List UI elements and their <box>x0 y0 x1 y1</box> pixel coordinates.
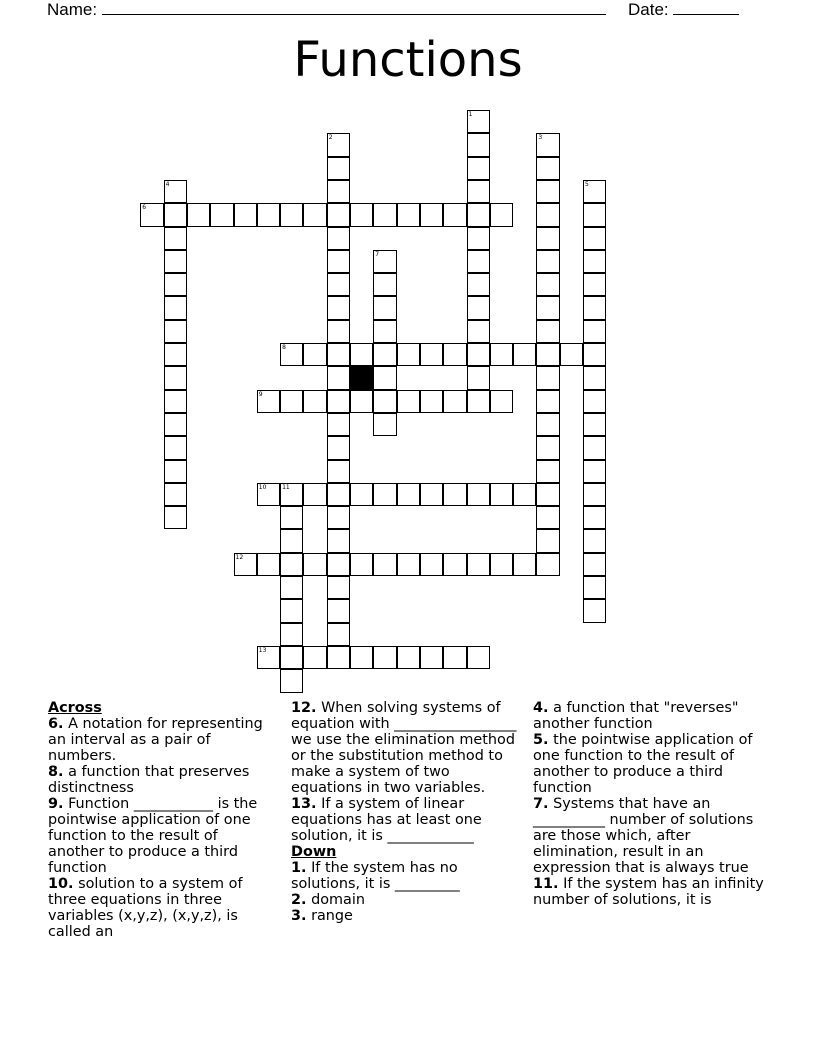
crossword-cell[interactable] <box>257 390 280 413</box>
name-label: Name: <box>47 0 98 19</box>
crossword-cell[interactable] <box>536 227 559 250</box>
clue-across-10: 10. solution to a system of three equations in three variables (x,y,z), (x,y,z), is called an <box>48 876 243 940</box>
crossword-cell[interactable] <box>467 320 490 343</box>
crossword-cell[interactable] <box>280 599 303 622</box>
crossword-cell[interactable] <box>397 483 420 506</box>
clue-down-5: 5. the pointwise application of one function to the result of another to produce a third function <box>533 732 753 796</box>
crossword-cell[interactable] <box>280 203 303 226</box>
date-label: Date: <box>628 0 669 19</box>
crossword-cell[interactable] <box>467 296 490 319</box>
crossword-cell[interactable] <box>327 576 350 599</box>
crossword-cell[interactable] <box>350 343 373 366</box>
crossword-cell[interactable] <box>536 553 559 576</box>
crossword-cell[interactable] <box>303 483 326 506</box>
crossword-cell[interactable] <box>536 296 559 319</box>
clue-across-9: 9. Function ___________ is the pointwise application of one function to the result of another to produce a third function <box>48 796 258 876</box>
crossword-cell[interactable] <box>536 180 559 203</box>
crossword-cell[interactable] <box>467 133 490 156</box>
crossword-cell[interactable] <box>164 320 187 343</box>
crossword-cell[interactable] <box>327 436 350 459</box>
shaded-cell <box>350 366 373 389</box>
clue-number: 3 <box>538 134 543 142</box>
clue-number: 7 <box>375 250 380 258</box>
crossword-cell[interactable] <box>373 296 396 319</box>
clue-down-2: 2. domain <box>291 892 365 908</box>
crossword-cell[interactable] <box>583 366 606 389</box>
crossword-cell[interactable] <box>583 506 606 529</box>
crossword-cell[interactable] <box>443 646 466 669</box>
crossword-cell[interactable] <box>583 576 606 599</box>
crossword-cell[interactable] <box>327 227 350 250</box>
clue-down-7: 7. Systems that have an __________ number of solutions are those which, after elimination, result in an expression that is always true <box>533 796 754 876</box>
crossword-cell[interactable] <box>490 343 513 366</box>
crossword-cell[interactable] <box>350 483 373 506</box>
crossword-cell[interactable] <box>583 413 606 436</box>
crossword-cell[interactable] <box>280 390 303 413</box>
crossword-cell[interactable] <box>280 646 303 669</box>
crossword-cell[interactable] <box>420 646 443 669</box>
clue-number: 11 <box>282 483 290 491</box>
crossword-cell[interactable] <box>397 343 420 366</box>
crossword-cell[interactable] <box>187 203 210 226</box>
crossword-cell[interactable] <box>164 180 187 203</box>
crossword-cell[interactable] <box>373 390 396 413</box>
crossword-cell[interactable] <box>327 250 350 273</box>
crossword-cell[interactable] <box>490 483 513 506</box>
crossword-cell[interactable] <box>583 599 606 622</box>
crossword-cell[interactable] <box>583 250 606 273</box>
crossword-cell[interactable] <box>280 506 303 529</box>
crossword-cell[interactable] <box>280 576 303 599</box>
crossword-cell[interactable] <box>164 483 187 506</box>
down-heading: Down <box>291 844 337 860</box>
crossword-cell[interactable] <box>164 413 187 436</box>
crossword-cell[interactable] <box>327 460 350 483</box>
crossword-cell[interactable] <box>327 296 350 319</box>
crossword-cell[interactable] <box>373 366 396 389</box>
clue-across-6: 6. A notation for representing an interval as a pair of numbers. <box>48 716 263 764</box>
crossword-cell[interactable] <box>397 203 420 226</box>
crossword-cell[interactable] <box>327 506 350 529</box>
clue-number: 10 <box>258 483 267 491</box>
crossword-cell[interactable] <box>327 180 350 203</box>
crossword-cell[interactable] <box>280 623 303 646</box>
crossword-cell[interactable] <box>467 273 490 296</box>
clue-number: 4 <box>165 180 170 188</box>
clue-number: 12 <box>235 553 244 561</box>
crossword-cell[interactable] <box>350 553 373 576</box>
crossword-cell[interactable] <box>164 436 187 459</box>
crossword-cell[interactable] <box>327 413 350 436</box>
crossword-cell[interactable] <box>583 343 606 366</box>
crossword-cell[interactable] <box>373 553 396 576</box>
crossword-cell[interactable] <box>327 599 350 622</box>
crossword-cell[interactable] <box>327 553 350 576</box>
crossword-cell[interactable] <box>164 366 187 389</box>
crossword-cell[interactable] <box>164 296 187 319</box>
crossword-cell[interactable] <box>536 133 559 156</box>
crossword-cell[interactable] <box>303 390 326 413</box>
crossword-cell[interactable] <box>164 250 187 273</box>
crossword-cell[interactable] <box>373 203 396 226</box>
clue-number: 9 <box>258 390 263 398</box>
across-heading: Across <box>48 700 102 716</box>
crossword-cell[interactable] <box>327 366 350 389</box>
crossword-cell[interactable] <box>583 460 606 483</box>
clue-across-12: 12. When solving systems of equation with _________________ we use the elimination method or the substitution method to make a system of two equations in two variables. <box>291 700 517 796</box>
crossword-cell[interactable] <box>467 646 490 669</box>
crossword-cell[interactable] <box>560 343 583 366</box>
clue-number: 6 <box>142 204 147 212</box>
crossword-cell[interactable] <box>397 553 420 576</box>
crossword-cell[interactable] <box>303 203 326 226</box>
crossword-cell[interactable] <box>420 483 443 506</box>
clues-column-3 <box>533 700 769 908</box>
crossword-cell[interactable] <box>164 273 187 296</box>
clue-number: 2 <box>328 134 333 142</box>
crossword-cell[interactable] <box>467 553 490 576</box>
crossword-cell[interactable] <box>536 366 559 389</box>
crossword-cell[interactable] <box>280 669 303 692</box>
crossword-cell[interactable] <box>583 227 606 250</box>
crossword-cell[interactable] <box>443 553 466 576</box>
crossword-cell[interactable] <box>164 460 187 483</box>
crossword-cell[interactable] <box>234 203 257 226</box>
crossword-cell[interactable] <box>420 390 443 413</box>
crossword-cell[interactable] <box>327 273 350 296</box>
crossword-cell[interactable] <box>373 320 396 343</box>
clue-across-13: 13. If a system of linear equations has at least one solution, it is ____________ <box>291 796 482 844</box>
crossword-cell[interactable] <box>583 529 606 552</box>
crossword-cell[interactable] <box>583 483 606 506</box>
crossword-cell[interactable] <box>327 529 350 552</box>
crossword-cell[interactable] <box>327 320 350 343</box>
crossword-cell[interactable] <box>373 483 396 506</box>
crossword-cell[interactable] <box>164 343 187 366</box>
crossword-cell[interactable] <box>397 646 420 669</box>
clue-number: 13 <box>258 646 267 654</box>
crossword-cell[interactable] <box>536 273 559 296</box>
crossword-cell[interactable] <box>490 390 513 413</box>
crossword-cell[interactable] <box>583 320 606 343</box>
crossword-cell[interactable] <box>397 390 420 413</box>
crossword-cell[interactable] <box>164 227 187 250</box>
crossword-cell[interactable] <box>536 320 559 343</box>
crossword-cell[interactable] <box>420 343 443 366</box>
crossword-cell[interactable] <box>420 203 443 226</box>
crossword-cell[interactable] <box>536 483 559 506</box>
clue-down-11: 11. If the system has an infinity number of solutions, it is <box>533 876 764 908</box>
clue-down-1: 1. If the system has no solutions, it is _________ <box>291 860 460 892</box>
crossword-cell[interactable] <box>303 646 326 669</box>
crossword-cell[interactable] <box>467 157 490 180</box>
crossword-cell[interactable] <box>257 553 280 576</box>
crossword-cell[interactable] <box>536 343 559 366</box>
crossword-cell[interactable] <box>513 343 536 366</box>
clues-column-1 <box>48 700 270 940</box>
crossword-cell[interactable] <box>257 483 280 506</box>
crossword-cell[interactable] <box>350 390 373 413</box>
crossword-cell[interactable] <box>327 623 350 646</box>
clue-down-4: 4. a function that "reverses" another function <box>533 700 739 732</box>
page-title: Functions <box>293 32 523 88</box>
crossword-cell[interactable] <box>536 250 559 273</box>
crossword-cell[interactable] <box>467 366 490 389</box>
crossword-cell[interactable] <box>164 203 187 226</box>
crossword-cell[interactable] <box>327 203 350 226</box>
crossword-cell[interactable] <box>536 203 559 226</box>
crossword-cell[interactable] <box>583 180 606 203</box>
crossword-cell[interactable] <box>327 157 350 180</box>
crossword-cell[interactable] <box>164 506 187 529</box>
crossword-cell[interactable] <box>513 483 536 506</box>
crossword-cell[interactable] <box>490 553 513 576</box>
crossword-cell[interactable] <box>513 553 536 576</box>
crossword-cell[interactable] <box>583 436 606 459</box>
crossword-cell[interactable] <box>443 203 466 226</box>
crossword-cell[interactable] <box>583 296 606 319</box>
crossword-cell[interactable] <box>164 390 187 413</box>
crossword-cell[interactable] <box>443 390 466 413</box>
crossword-cell[interactable] <box>327 646 350 669</box>
crossword-cell[interactable] <box>536 390 559 413</box>
crossword-cell[interactable] <box>373 250 396 273</box>
crossword-cell[interactable] <box>583 553 606 576</box>
clue-down-3: 3. range <box>291 908 353 924</box>
crossword-cell[interactable] <box>536 157 559 180</box>
crossword-cell[interactable] <box>280 483 303 506</box>
crossword-cell[interactable] <box>373 343 396 366</box>
crossword-cell[interactable] <box>443 483 466 506</box>
crossword-cell[interactable] <box>536 460 559 483</box>
crossword-cell[interactable] <box>467 390 490 413</box>
crossword-cell[interactable] <box>303 553 326 576</box>
crossword-cell[interactable] <box>234 553 257 576</box>
crossword-cell[interactable] <box>373 273 396 296</box>
crossword-cell[interactable] <box>443 343 466 366</box>
clue-across-8: 8. a function that preserves distinctness <box>48 764 250 796</box>
crossword-cell[interactable] <box>490 203 513 226</box>
crossword-cell[interactable] <box>467 250 490 273</box>
crossword-cell[interactable] <box>350 646 373 669</box>
crossword-cell[interactable] <box>327 390 350 413</box>
clue-number: 5 <box>585 180 589 188</box>
crossword-cell[interactable] <box>327 133 350 156</box>
crossword-cell[interactable] <box>303 343 326 366</box>
crossword-cell[interactable] <box>280 343 303 366</box>
crossword-cell[interactable] <box>373 646 396 669</box>
crossword-cell[interactable] <box>467 343 490 366</box>
crossword-cell[interactable] <box>583 390 606 413</box>
crossword-cell[interactable] <box>467 110 490 133</box>
crossword-cell[interactable] <box>583 203 606 226</box>
clue-number: 1 <box>468 111 473 118</box>
crossword-cell[interactable] <box>140 203 163 226</box>
clues-column-2 <box>291 700 523 924</box>
crossword-cell[interactable] <box>280 553 303 576</box>
crossword-cell[interactable] <box>536 413 559 436</box>
crossword-cell[interactable] <box>257 203 280 226</box>
crossword-cell[interactable] <box>536 436 559 459</box>
crossword-cell[interactable] <box>373 413 396 436</box>
crossword-cell[interactable] <box>583 273 606 296</box>
crossword-cell[interactable] <box>467 180 490 203</box>
crossword-cell[interactable] <box>350 203 373 226</box>
crossword-cell[interactable] <box>280 529 303 552</box>
crossword-cell[interactable] <box>467 483 490 506</box>
crossword-cell[interactable] <box>257 646 280 669</box>
clue-number: 8 <box>282 344 286 351</box>
crossword-cell[interactable] <box>327 483 350 506</box>
crossword-cell[interactable] <box>420 553 443 576</box>
crossword-cell[interactable] <box>536 529 559 552</box>
crossword-cell[interactable] <box>327 343 350 366</box>
crossword-cell[interactable] <box>536 506 559 529</box>
crossword-cell[interactable] <box>467 227 490 250</box>
crossword-cell[interactable] <box>467 203 490 226</box>
crossword-cell[interactable] <box>210 203 233 226</box>
